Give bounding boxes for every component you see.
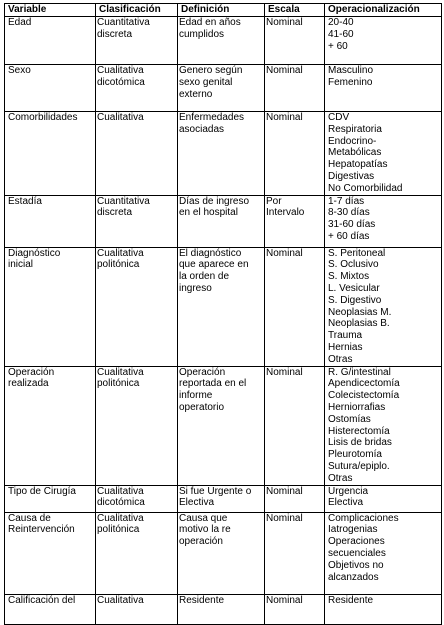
- cell-line: Cualitativa: [97, 594, 144, 606]
- cell-line: Edad: [8, 17, 32, 28]
- cell-line: 41-60: [328, 28, 354, 40]
- cell-line: alcanzados: [328, 571, 379, 583]
- table-row: [5, 17, 442, 65]
- cell-line: Operación: [8, 366, 55, 378]
- cell-line: Estadía: [8, 195, 42, 207]
- table-row: [5, 112, 442, 196]
- cell-variable: [5, 195, 96, 247]
- header-variable: Variable: [5, 4, 96, 17]
- cell-line: politónica: [97, 378, 140, 390]
- cell-line: dicotómica: [97, 76, 145, 88]
- cell-operacionalizacion: [325, 195, 442, 247]
- table-row: [5, 195, 442, 247]
- cell-line: Histerectomía: [328, 425, 390, 437]
- table-body: [5, 17, 442, 625]
- cell-line: No Comorbilidad: [328, 182, 403, 194]
- cell-line: Endocrino-: [328, 135, 377, 147]
- cell-line: S. Mixtos: [328, 271, 370, 283]
- cell-line: Por: [266, 195, 282, 207]
- cell-line: Cualitativa: [97, 366, 144, 378]
- cell-line: 20-40: [328, 17, 354, 28]
- cell-operacionalizacion: [325, 594, 442, 624]
- cell-line: Reintervención: [8, 524, 75, 536]
- cell-variable: [5, 512, 96, 594]
- header-operacionalizacion: Operacionalización: [325, 4, 442, 17]
- cell-variable: [5, 485, 96, 512]
- cell-line: Herniorrafias: [328, 401, 386, 413]
- cell-line: Cuantitativa: [97, 195, 150, 207]
- cell-definicion: [178, 65, 265, 112]
- table-row: [5, 594, 442, 624]
- cell-line: Iatrogenias: [328, 524, 378, 536]
- cell-line: S. Peritoneal: [328, 247, 386, 259]
- cell-operacionalizacion: [325, 366, 442, 485]
- cell-line: la orden de: [179, 271, 230, 283]
- cell-line: Cualitativa: [97, 112, 144, 123]
- cell-variable: [5, 247, 96, 366]
- cell-line: Sutura/epiplo.: [328, 460, 390, 472]
- cell-line: asociadas: [179, 123, 225, 135]
- cell-escala: [265, 247, 325, 366]
- cell-definicion: [178, 112, 265, 196]
- cell-line: Cualitativa: [97, 65, 144, 76]
- cell-variable: [5, 594, 96, 624]
- cell-operacionalizacion: [325, 112, 442, 196]
- cell-line: realizada: [8, 378, 49, 390]
- cell-escala: [265, 112, 325, 196]
- cell-line: Masculino: [328, 65, 374, 76]
- header-definicion: Definición: [178, 4, 265, 17]
- cell-clasificacion: [96, 112, 178, 196]
- cell-line: 8-30 días: [328, 207, 370, 219]
- cell-line: Nominal: [266, 247, 303, 259]
- cell-escala: [265, 17, 325, 65]
- table-row: [5, 65, 442, 112]
- cell-line: politónica: [97, 259, 140, 271]
- cell-line: El diagnóstico: [179, 247, 242, 259]
- cell-line: motivo la re: [179, 524, 231, 536]
- cell-line: Nominal: [266, 17, 303, 28]
- cell-line: Sexo: [8, 65, 31, 76]
- cell-clasificacion: [96, 17, 178, 65]
- cell-line: discreta: [97, 207, 133, 219]
- cell-line: Nominal: [266, 594, 303, 606]
- cell-line: R. G/intestinal: [328, 366, 391, 378]
- cell-line: Colecistectomía: [328, 390, 400, 402]
- cell-clasificacion: [96, 65, 178, 112]
- cell-line: Neoplasias M.: [328, 306, 392, 318]
- cell-line: operatorio: [179, 401, 225, 413]
- cell-escala: [265, 65, 325, 112]
- cell-operacionalizacion: [325, 17, 442, 65]
- cell-line: 1-7 días: [328, 195, 365, 207]
- cell-line: Lisis de bridas: [328, 437, 392, 449]
- cell-line: Residente: [179, 594, 225, 606]
- cell-line: Electiva: [328, 497, 364, 509]
- cell-line: cumplidos: [179, 28, 225, 40]
- cell-variable: [5, 17, 96, 65]
- cell-clasificacion: [96, 366, 178, 485]
- cell-line: + 60: [328, 40, 348, 52]
- cell-clasificacion: [96, 195, 178, 247]
- cell-line: Cuantitativa: [97, 17, 150, 28]
- cell-operacionalizacion: [325, 247, 442, 366]
- cell-line: Intervalo: [266, 207, 305, 219]
- cell-definicion: [178, 17, 265, 65]
- cell-line: Edad en años: [179, 17, 241, 28]
- cell-line: Enfermedades: [179, 112, 245, 123]
- cell-line: sexo genital: [179, 76, 233, 88]
- table-row: [5, 366, 442, 485]
- cell-line: que aparece en: [179, 259, 249, 271]
- cell-variable: [5, 366, 96, 485]
- cell-line: operación: [179, 536, 223, 548]
- cell-line: S. Digestivo: [328, 294, 382, 306]
- cell-line: politónica: [97, 524, 140, 536]
- cell-line: 31-60 días: [328, 219, 376, 231]
- table-row: [5, 247, 442, 366]
- cell-line: reportada en el: [179, 378, 247, 390]
- cell-line: Metabólicas: [328, 147, 382, 159]
- cell-line: dicotómica: [97, 497, 145, 509]
- cell-line: discreta: [97, 28, 133, 40]
- cell-clasificacion: [96, 485, 178, 512]
- header-row: [5, 4, 442, 17]
- cell-line: Nominal: [266, 366, 303, 378]
- cell-line: secuenciales: [328, 547, 386, 559]
- cell-line: Urgencia: [328, 485, 369, 497]
- cell-definicion: [178, 195, 265, 247]
- cell-escala: [265, 594, 325, 624]
- cell-line: Respiratoria: [328, 123, 382, 135]
- cell-operacionalizacion: [325, 65, 442, 112]
- cell-line: inicial: [8, 259, 34, 271]
- cell-line: Cualitativa: [97, 512, 144, 524]
- cell-line: Días de ingreso: [179, 195, 250, 207]
- cell-definicion: [178, 485, 265, 512]
- cell-line: informe: [179, 390, 213, 402]
- cell-definicion: [178, 594, 265, 624]
- cell-line: Diagnóstico: [8, 247, 61, 259]
- cell-line: Calificación del: [8, 594, 76, 606]
- cell-line: Tipo de Cirugía: [8, 485, 76, 497]
- variables-table: [4, 3, 442, 625]
- cell-line: Operaciones: [328, 536, 385, 548]
- cell-line: Complicaciones: [328, 512, 399, 524]
- cell-line: Cualitativa: [97, 485, 144, 497]
- cell-line: Pleurotomía: [328, 449, 382, 461]
- cell-clasificacion: [96, 512, 178, 594]
- cell-definicion: [178, 512, 265, 594]
- cell-line: Trauma: [328, 330, 363, 342]
- cell-escala: [265, 366, 325, 485]
- cell-line: CDV: [328, 112, 350, 123]
- cell-line: Nominal: [266, 512, 303, 524]
- cell-line: Femenino: [328, 76, 373, 88]
- cell-line: Operación: [179, 366, 226, 378]
- cell-clasificacion: [96, 247, 178, 366]
- cell-line: Causa de: [8, 512, 51, 524]
- cell-line: Si fue Urgente o: [179, 485, 252, 497]
- cell-escala: [265, 512, 325, 594]
- cell-line: Otras: [328, 472, 353, 484]
- cell-line: Electiva: [179, 497, 215, 509]
- cell-line: Objetivos no: [328, 559, 384, 571]
- cell-line: Nominal: [266, 65, 303, 76]
- header-escala: Escala: [265, 4, 325, 17]
- cell-line: + 60 días: [328, 230, 370, 242]
- cell-line: en el hospital: [179, 207, 238, 219]
- cell-variable: [5, 65, 96, 112]
- cell-line: Ostomías: [328, 413, 371, 425]
- cell-line: Comorbilidades: [8, 112, 78, 123]
- cell-line: Residente: [328, 594, 374, 606]
- cell-line: Nominal: [266, 112, 303, 123]
- header-clasificacion: Clasificación: [96, 4, 178, 17]
- table-container: [4, 3, 441, 606]
- cell-line: Cualitativa: [97, 247, 144, 259]
- cell-escala: [265, 195, 325, 247]
- cell-line: Genero según: [179, 65, 243, 76]
- cell-definicion: [178, 247, 265, 366]
- cell-variable: [5, 112, 96, 196]
- cell-operacionalizacion: [325, 512, 442, 594]
- cell-line: externo: [179, 88, 213, 100]
- cell-escala: [265, 485, 325, 512]
- cell-clasificacion: [96, 594, 178, 624]
- cell-line: Neoplasias B.: [328, 318, 390, 330]
- cell-line: S. Oclusivo: [328, 259, 379, 271]
- cell-definicion: [178, 366, 265, 485]
- table-row: [5, 485, 442, 512]
- cell-line: L. Vesicular: [328, 282, 380, 294]
- cell-line: Digestivas: [328, 170, 375, 182]
- cell-line: Hernias: [328, 341, 363, 353]
- cell-line: Apendicectomía: [328, 378, 400, 390]
- cell-line: Hepatopatías: [328, 159, 388, 171]
- table-row: [5, 512, 442, 594]
- cell-line: Nominal: [266, 485, 303, 497]
- cell-line: ingreso: [179, 282, 212, 294]
- cell-operacionalizacion: [325, 485, 442, 512]
- cell-line: Causa que: [179, 512, 228, 524]
- cell-line: Otras: [328, 353, 353, 365]
